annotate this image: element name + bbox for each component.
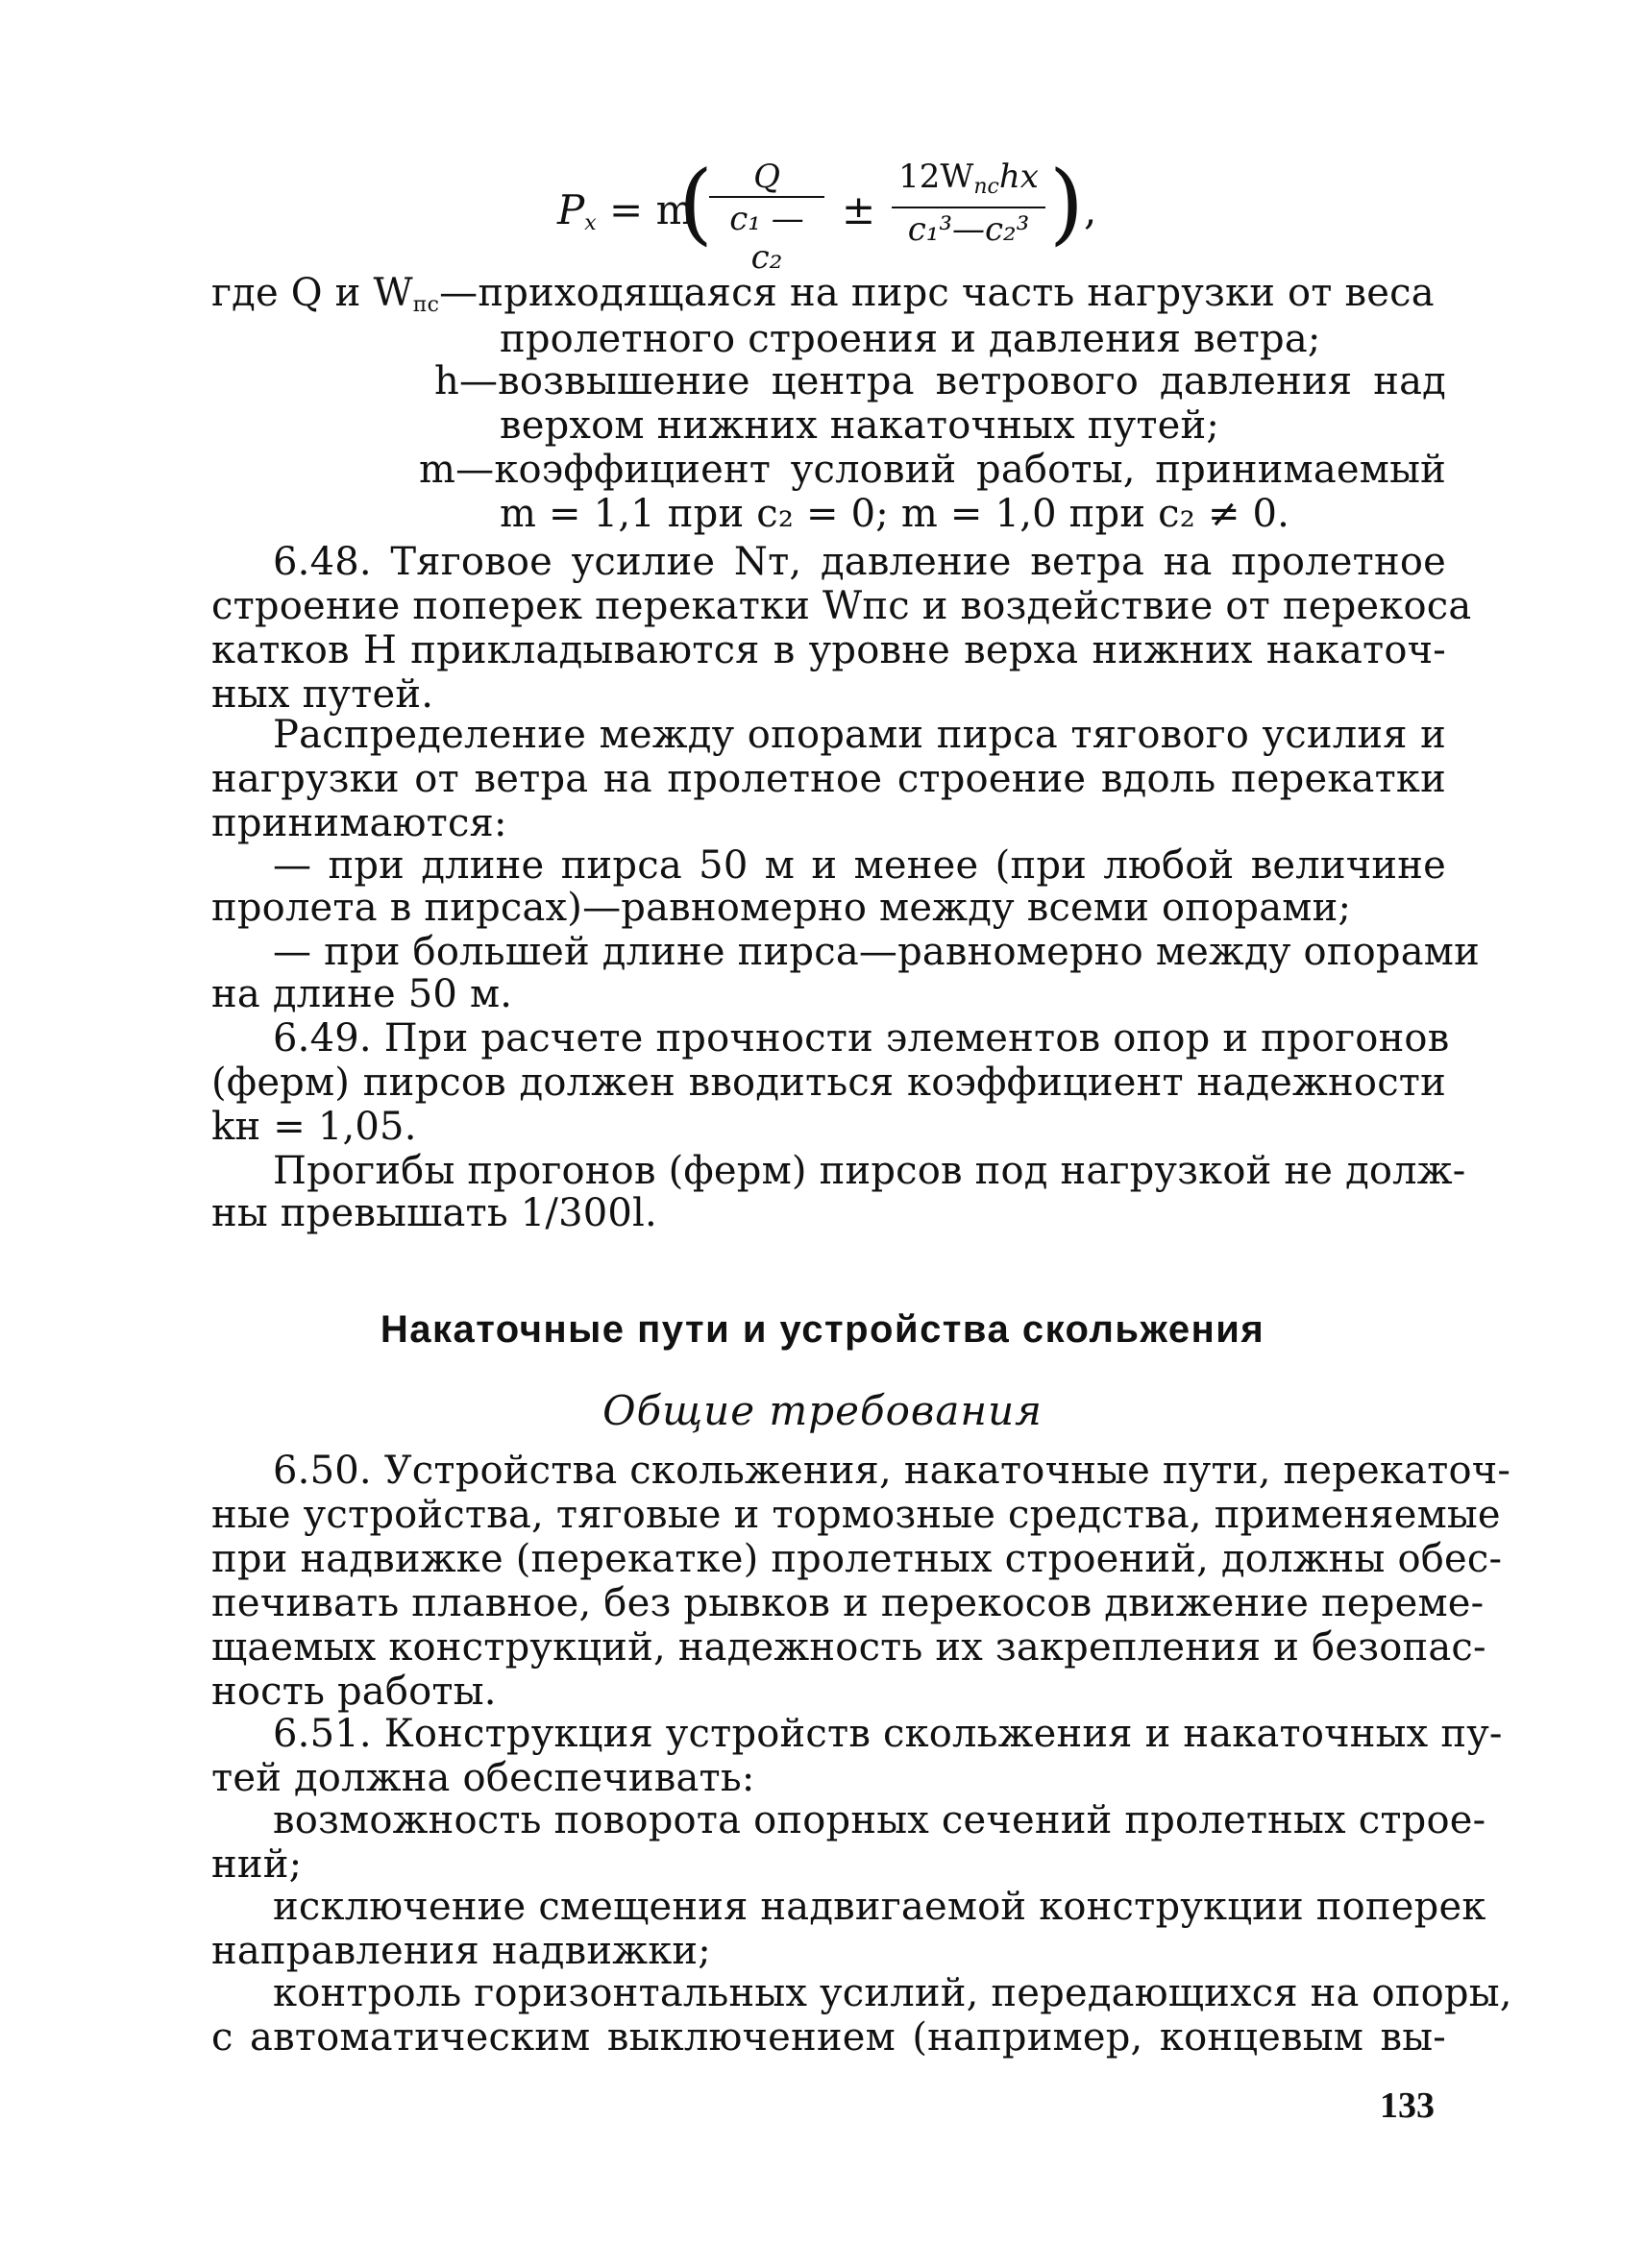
p651-line-1: 6.51. Конструкция устройств скольжения и накаточных пу- [273,1712,1503,1756]
p648-line-4: ных путей. [211,672,434,717]
p648-line-1: 6.48. Тяговое усилие Nт, давление ветра на пролетное [273,540,1446,584]
p650-line-2: ные устройства, тяговые и тормозные средства, применяемые [211,1493,1501,1537]
p650-line-4: печивать плавное, без рывков и перекосов движение переме- [211,1581,1485,1625]
item3-line-2: с автоматическим выключением (например, концевым вы- [211,2015,1446,2060]
formula-paren-right: ) [1049,152,1084,255]
formula-fraction-1: $\frac{Q}{\text{c₁ — c₂}}$ [709,158,824,277]
p651-line-2: тей должна обеспечивать: [211,1756,755,1800]
dash2-line-2: на длине 50 м. [211,972,513,1016]
p650-line-1: 6.50. Устройства скольжения, накаточные пути, перекаточ- [273,1449,1511,1493]
p649-line-3: kн = 1,05. [211,1105,417,1149]
p650-line-3: при надвижке (перекатке) пролетных строений, должны обес- [211,1537,1503,1581]
where-line-4: верхом нижних накаточных путей; [500,403,1220,448]
p650-line-5: щаемых конструкций, надежность их закрепления и безопас- [211,1625,1486,1670]
p649-line-2: (ферм) пирсов должен вводиться коэффициент надежности [211,1061,1446,1105]
item2-line-2: направления надвижки; [211,1929,711,1973]
p648-line-3: катков H прикладываются в уровне верха нижних накаточ- [211,628,1446,672]
defl-line-1: Прогибы прогонов (ферм) пирсов под нагрузкой не долж- [273,1149,1466,1193]
subsection-heading: Общие требования [602,1387,1043,1434]
where-line-1: где Q и $W_{пс}—приходящаяся$ на пирс часть нагрузки от веса [211,271,1435,317]
dash2-line-1: — при большей длине пирса—равномерно между опорами [273,930,1480,974]
p650-line-6: ность работы. [211,1670,497,1714]
distr-line-1: Распределение между опорами пирса тягового усилия и [273,713,1446,757]
item3-line-1: контроль горизонтальных усилий, передающихся на опоры, [273,1971,1512,2015]
where-line-5: m—коэффициент условий работы, принимаемый [419,448,1446,492]
item2-line-1: исключение смещения надвигаемой конструкции поперек [273,1885,1486,1929]
page-number: 133 [1380,2085,1435,2126]
distr-line-2: нагрузки от ветра на пролетное строение вдоль перекатки [211,757,1446,801]
item1-line-1: возможность поворота опорных сечений пролетных строе- [273,1798,1486,1842]
formula-fraction-2: $12W_{пс}hx$ c₁³—c₂³ [892,158,1045,249]
p649-line-1: 6.49. При расчете прочности элементов опор и прогонов [273,1016,1450,1061]
defl-line-2: ны превышать 1/300l. [211,1191,657,1235]
item1-line-2: ний; [211,1842,303,1887]
formula-plus-minus: ± [842,186,876,233]
where-line-2: пролетного строения и давления ветра; [500,317,1321,361]
formula-paren-left: ( [678,152,713,255]
where-line-6: m = 1,1 при c₂ = 0; m = 1,0 при c₂ ≠ 0. [500,492,1290,536]
section-heading: Накаточные пути и устройства скольжения [380,1308,1265,1351]
where-line-3: h—возвышение центра ветрового давления над [434,359,1446,403]
dash1-line-2: пролета в пирсах)—равномерно между всеми опорами; [211,886,1352,930]
distr-line-3: принимаются: [211,801,507,845]
p648-line-2: строение поперек перекатки Wпс и воздействие от перекоса [211,584,1472,628]
formula-lhs: $P_x = m$ [557,186,695,235]
formula-comma: , [1084,186,1097,233]
dash1-line-1: — при длине пирса 50 м и менее (при любой величине [273,843,1446,888]
formula [557,152,1153,277]
